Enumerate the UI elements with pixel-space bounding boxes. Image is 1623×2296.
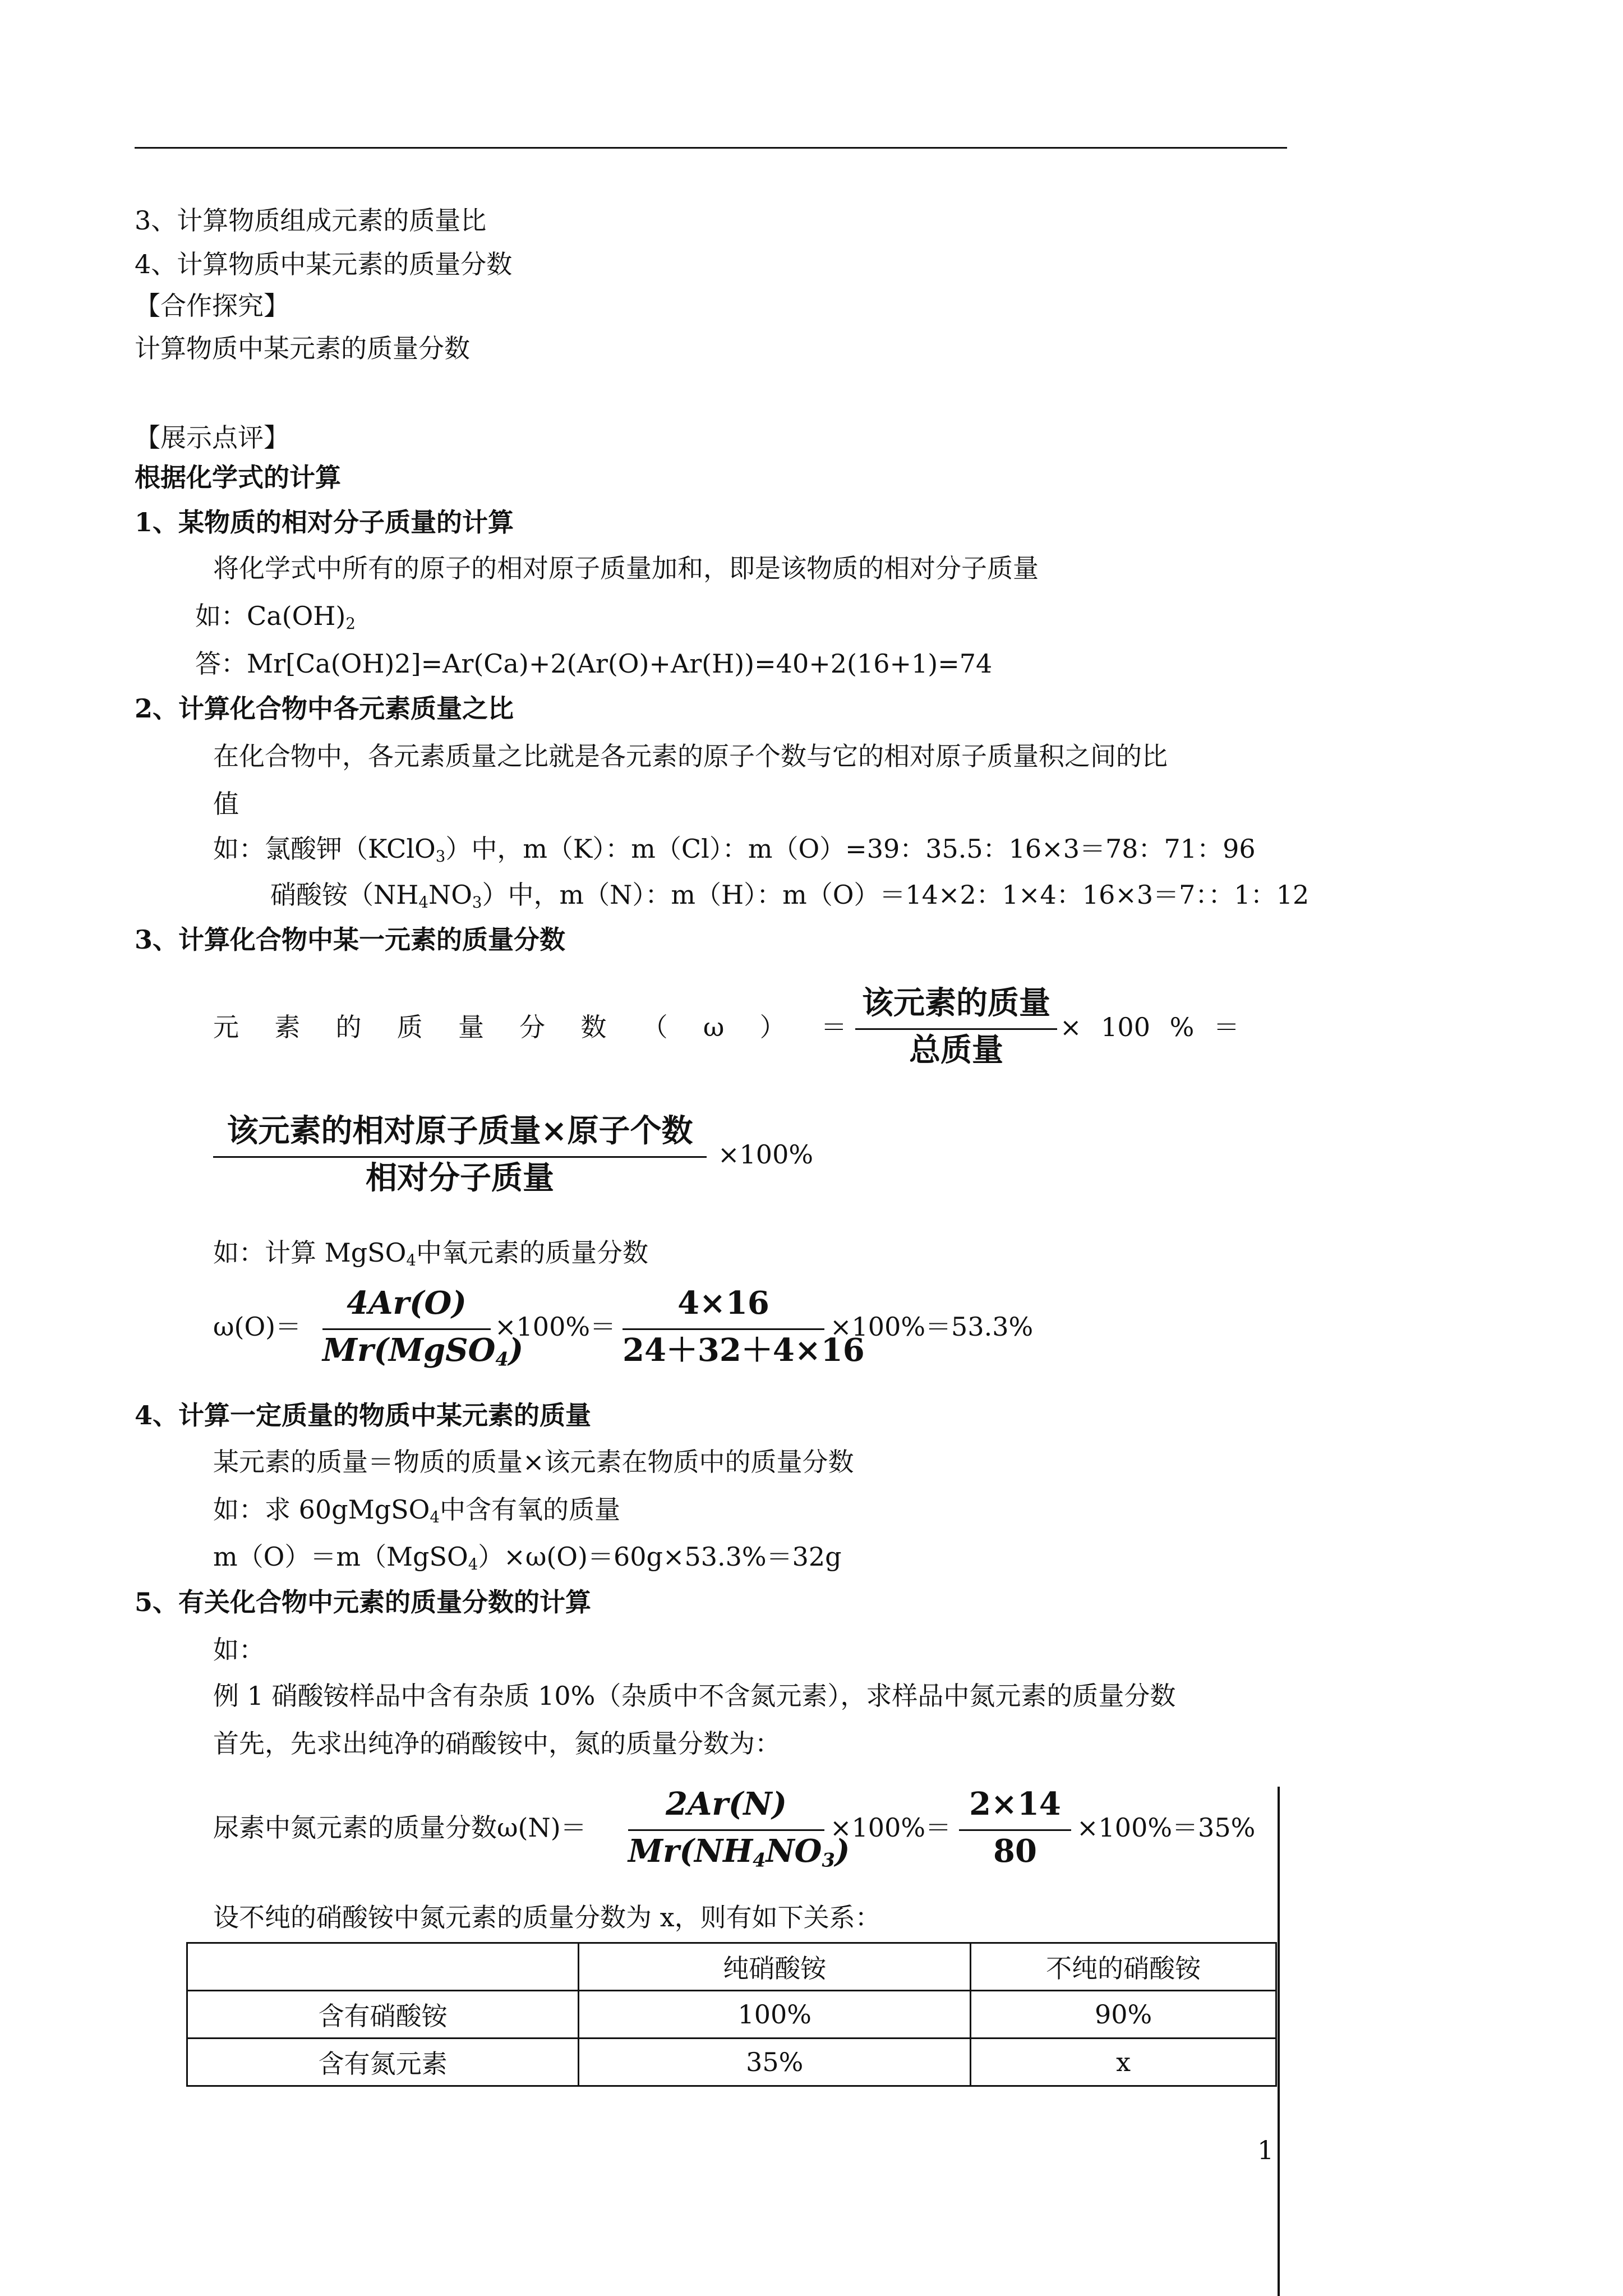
denominator-text: Mr(NH [628, 1833, 753, 1870]
label-char: 的 [335, 1012, 362, 1042]
table-cell: 90% [971, 1991, 1276, 2039]
label-char: （ [642, 1012, 668, 1042]
times-100-suffix: ×100% [718, 1139, 814, 1170]
section2-body-2: 值 [213, 789, 239, 819]
fraction-4x16 [623, 1285, 865, 1372]
section2-example-1 [213, 836, 1256, 864]
times-100-equals: × 100 % ＝ [1060, 1012, 1239, 1042]
result-35: ×100%＝35% [1077, 1812, 1256, 1843]
example-text: NO [428, 880, 472, 910]
times-100-equals-mid: ×100%＝ [495, 1312, 616, 1342]
ammonium-nitrate-table [186, 1942, 1277, 2087]
denominator-text: ) [834, 1833, 850, 1870]
example-text: 如：求 60gMgSO [213, 1494, 430, 1525]
label-char: 质 [396, 1012, 423, 1042]
section1-heading: 1、某物质的相对分子质量的计算 [135, 507, 514, 537]
label-char: ） [759, 1012, 786, 1042]
table-cell: 100% [579, 1991, 971, 2039]
fraction-numerator: 2×14 [969, 1786, 1061, 1823]
fraction-numerator: 4×16 [677, 1285, 769, 1322]
section1-body: 将化学式中所有的原子的相对原子质量加和，即是该物质的相对分子质量 [213, 553, 1039, 583]
fraction-bar [628, 1829, 824, 1831]
fraction-denominator [322, 1332, 524, 1370]
coop-text: 计算物质中某元素的质量分数 [135, 333, 470, 364]
section4-calc [213, 1544, 842, 1572]
table-cell: 35% [579, 2039, 971, 2086]
fraction-atomic-mass-ratio [213, 1112, 707, 1199]
table-cell: 含有氮元素 [187, 2039, 579, 2086]
calc-text: m（O）＝m（MgSO [213, 1542, 468, 1572]
label-char: 素 [274, 1012, 301, 1042]
section3-example [213, 1237, 648, 1269]
table-row [187, 2039, 1276, 2086]
fraction-numerator: 2Ar(N) [665, 1786, 787, 1823]
fraction-bar [959, 1829, 1071, 1831]
fraction-denominator: 24＋32＋4×16 [623, 1332, 865, 1369]
line-mass-ratio: 3、计算物质组成元素的质量比 [135, 205, 487, 236]
calc-title: 根据化学式的计算 [135, 462, 341, 493]
table-header-cell: 纯硝酸铵 [579, 1943, 971, 1991]
table-row [187, 1991, 1276, 2039]
subscript: 2 [345, 614, 356, 633]
example-text: 如：计算 MgSO [213, 1237, 407, 1268]
section4-example [213, 1494, 620, 1526]
label-char: 数 [580, 1012, 607, 1042]
example-text: 如：氯酸钾（KClO [213, 834, 436, 864]
section3-heading: 3、计算化合物中某一元素的质量分数 [135, 924, 566, 955]
table-cell: x [971, 2039, 1276, 2086]
subscript: 4 [406, 1250, 416, 1269]
subscript: 4 [495, 1347, 509, 1370]
fraction-numerator: 4Ar(O) [347, 1285, 467, 1322]
result-53-3: ×100%＝53.3% [830, 1312, 1034, 1342]
section2-body-1: 在化合物中，各元素质量之比就是各元素的原子个数与它的相对原子质量积之间的比 [213, 741, 1168, 771]
omega-o-lhs: ω(O)＝ [213, 1312, 302, 1342]
subscript: 3 [472, 892, 482, 912]
fraction-2x14 [959, 1788, 1071, 1872]
section1-example [195, 603, 356, 631]
subscript: 4 [430, 1507, 440, 1526]
example-text: 硝酸铵（NH [270, 880, 419, 910]
times-100-equals-mid-2: ×100%＝ [830, 1812, 952, 1843]
subscript: 4 [418, 892, 428, 912]
urea-nitrogen-lhs: 尿素中氮元素的质量分数ω(N)＝ [213, 1812, 587, 1843]
fraction-bar [322, 1328, 491, 1330]
table-header-row [187, 1943, 1276, 1991]
example-text: ）中，m（K）：m（Cl）：m（O）=39：35.5：16×3＝78：71：96 [445, 834, 1256, 864]
section2-heading: 2、计算化合物中各元素质量之比 [135, 693, 514, 724]
section5-ru: 如： [213, 1635, 265, 1665]
label-char: 分 [519, 1012, 546, 1042]
denominator-text: NO [766, 1833, 822, 1870]
denominator-text: ) [508, 1332, 524, 1369]
show-header: 【展示点评】 [135, 422, 289, 453]
label-char: ＝ [820, 1012, 847, 1042]
header-rule [135, 147, 1287, 149]
section1-answer: 答：Mr[Ca(OH)2]=Ar(Ca)+2(Ar(O)+Ar(H))=40+2(16+1)=74 [195, 648, 993, 679]
example-text: ）中，m（N）：m（H）：m（O）＝14×2：1×4：16×3＝7：：1：12 [482, 880, 1310, 910]
table-header-cell: 不纯的硝酸铵 [971, 1943, 1276, 1991]
fraction-denominator [628, 1833, 850, 1871]
example-text: 如：Ca(OH) [195, 601, 346, 631]
section5-first: 首先，先求出纯净的硝酸铵中，氮的质量分数为： [213, 1728, 781, 1759]
section2-example-2 [270, 882, 1309, 910]
subscript: 4 [468, 1554, 478, 1573]
table-cell: 含有硝酸铵 [187, 1991, 579, 2039]
fraction-numerator: 该元素的质量 [862, 984, 1050, 1022]
right-margin-line [1278, 1787, 1280, 2296]
fraction-bar [623, 1328, 824, 1330]
fraction-2ar-n [628, 1786, 850, 1872]
table-header-cell [187, 1943, 579, 1991]
fraction-bar [855, 1028, 1057, 1030]
subscript: 3 [822, 1848, 835, 1871]
calc-text: ）×ω(O)＝60g×53.3%＝32g [478, 1542, 842, 1572]
example-text: 中氧元素的质量分数 [416, 1237, 648, 1268]
mass-fraction-label [213, 1014, 847, 1040]
section4-body: 某元素的质量＝物质的质量×该元素在物质中的质量分数 [213, 1447, 854, 1477]
fraction-denominator: 总质量 [909, 1032, 1003, 1069]
fraction-4ar-o [322, 1285, 524, 1372]
subscript: 4 [753, 1848, 766, 1871]
example-text: 中含有氧的质量 [439, 1494, 620, 1525]
denominator-text: Mr(MgSO [322, 1332, 496, 1369]
fraction-numerator: 该元素的相对原子质量×原子个数 [227, 1112, 693, 1149]
subscript: 3 [435, 846, 446, 866]
fraction-element-over-total [855, 984, 1057, 1071]
label-char: 元 [213, 1012, 239, 1042]
fraction-bar [213, 1156, 707, 1158]
section4-heading: 4、计算一定质量的物质中某元素的质量 [135, 1400, 592, 1430]
fraction-denominator: 相对分子质量 [366, 1159, 554, 1197]
fraction-denominator: 80 [993, 1833, 1037, 1870]
section5-heading: 5、有关化合物中元素的质量分数的计算 [135, 1587, 592, 1617]
line-mass-fraction: 4、计算物质中某元素的质量分数 [135, 249, 513, 279]
page-number: 1 [1257, 2135, 1274, 2165]
section5-setup: 设不纯的硝酸铵中氮元素的质量分数为 x，则有如下关系： [213, 1902, 881, 1932]
label-char: 量 [458, 1012, 484, 1042]
coop-header: 【合作探究】 [135, 291, 289, 321]
label-char: ω [703, 1012, 725, 1042]
section5-example: 例 1 硝酸铵样品中含有杂质 10%（杂质中不含氮元素），求样品中氮元素的质量分数 [213, 1681, 1176, 1711]
